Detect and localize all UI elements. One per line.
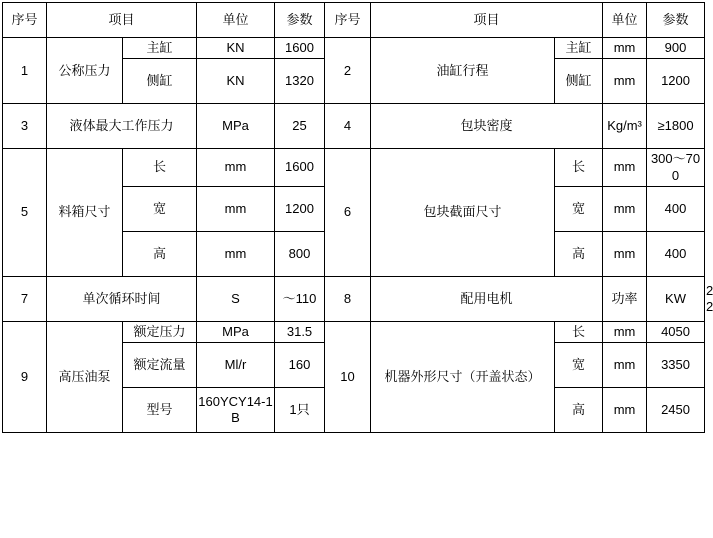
spec-sheet: [0, 2, 713, 538]
row1-no: 1: [3, 38, 47, 104]
row1-sub2-label: 侧缸: [123, 59, 197, 104]
header-cell-unit-left: 单位: [197, 3, 275, 38]
row7-unit: S: [197, 276, 275, 321]
header-cell-item-right: 项目: [371, 3, 603, 38]
row10-sub3-value: 2450: [647, 388, 705, 433]
row6-sub3-value: 400: [647, 231, 705, 276]
row1-sub1-label: 主缸: [123, 38, 197, 59]
row10-sub1-value: 4050: [647, 321, 705, 342]
table-header-row: [3, 3, 705, 38]
row1-sub1-unit: KN: [197, 38, 275, 59]
row7-item: 单次循环时间: [47, 276, 197, 321]
row5-sub1-unit: mm: [197, 149, 275, 187]
row6-sub2-value: 400: [647, 186, 705, 231]
row9-sub2-value: 160: [275, 343, 325, 388]
row9-sub1-unit: MPa: [197, 321, 275, 342]
row4-unit: Kg/m³: [603, 104, 647, 149]
row1-sub2-value: 1320: [275, 59, 325, 104]
table-row: [3, 149, 705, 187]
row5-item: 料箱尺寸: [47, 149, 123, 277]
row8-unit-label: 功率: [603, 276, 647, 321]
row9-no: 9: [3, 321, 47, 432]
row6-sub2-unit: mm: [603, 186, 647, 231]
header-cell-item-left: 项目: [47, 3, 197, 38]
header-cell-param-left: 参数: [275, 3, 325, 38]
header-cell-param-right: 参数: [647, 3, 705, 38]
row9-sub1-value: 31.5: [275, 321, 325, 342]
row2-sub1-value: 900: [647, 38, 705, 59]
row10-sub3-unit: mm: [603, 388, 647, 433]
row3-no: 3: [3, 104, 47, 149]
row5-sub1-value: 1600: [275, 149, 325, 187]
row9-sub3-label: 型号: [123, 388, 197, 433]
row6-sub1-unit: mm: [603, 149, 647, 187]
row9-sub3-value: 1只: [275, 388, 325, 433]
row6-sub3-label: 高: [555, 231, 603, 276]
row2-sub1-label: 主缸: [555, 38, 603, 59]
row5-sub3-unit: mm: [197, 231, 275, 276]
table-row: 7 单次循环时间 S ～110 8 配用电机 功率 KW 22: [3, 276, 705, 321]
row7-value: ～110: [275, 276, 325, 321]
row10-item: 机器外形尺寸（开盖状态）: [371, 321, 555, 432]
row1-item: 公称压力: [47, 38, 123, 104]
row1-sub2-unit: KN: [197, 59, 275, 104]
row10-sub2-unit: mm: [603, 343, 647, 388]
header-cell-no-right: 序号: [325, 3, 371, 38]
row10-no: 10: [325, 321, 371, 432]
row8-item: 配用电机: [371, 276, 603, 321]
row3-unit: MPa: [197, 104, 275, 149]
row9-item: 高压油泵: [47, 321, 123, 432]
row6-sub2-label: 宽: [555, 186, 603, 231]
row3-value: 25: [275, 104, 325, 149]
specification-table: [2, 2, 713, 433]
row9-sub2-unit: Ml/r: [197, 343, 275, 388]
row8-no: 8: [325, 276, 371, 321]
row6-no: 6: [325, 149, 371, 277]
row5-sub2-label: 宽: [123, 186, 197, 231]
row9-sub2-label: 额定流量: [123, 343, 197, 388]
row10-sub1-label: 长: [555, 321, 603, 342]
row2-sub1-unit: mm: [603, 38, 647, 59]
row2-sub2-unit: mm: [603, 59, 647, 104]
row7-no: 7: [3, 276, 47, 321]
table-row: [3, 104, 705, 149]
row8-unit: KW: [647, 276, 705, 321]
table-row: [3, 321, 705, 342]
row10-sub2-value: 3350: [647, 343, 705, 388]
row2-sub2-value: 1200: [647, 59, 705, 104]
row9-sub1-label: 额定压力: [123, 321, 197, 342]
row5-sub1-label: 长: [123, 149, 197, 187]
row4-no: 4: [325, 104, 371, 149]
row5-sub2-unit: mm: [197, 186, 275, 231]
table-row: [3, 38, 705, 59]
row6-sub1-value: 300～700: [647, 149, 705, 187]
header-cell-no-left: 序号: [3, 3, 47, 38]
header-cell-unit-right: 单位: [603, 3, 647, 38]
row1-sub1-value: 1600: [275, 38, 325, 59]
row6-item: 包块截面尺寸: [371, 149, 555, 277]
row3-item: 液体最大工作压力: [47, 104, 197, 149]
row9-sub3-unit: 160YCY14-1B: [197, 388, 275, 433]
row2-no: 2: [325, 38, 371, 104]
row5-no: 5: [3, 149, 47, 277]
row4-value: ≥1800: [647, 104, 705, 149]
row5-sub3-value: 800: [275, 231, 325, 276]
row10-sub3-label: 高: [555, 388, 603, 433]
row5-sub3-label: 高: [123, 231, 197, 276]
row2-sub2-label: 侧缸: [555, 59, 603, 104]
row4-item: 包块密度: [371, 104, 603, 149]
row5-sub2-value: 1200: [275, 186, 325, 231]
row10-sub2-label: 宽: [555, 343, 603, 388]
row6-sub1-label: 长: [555, 149, 603, 187]
row6-sub3-unit: mm: [603, 231, 647, 276]
row2-item: 油缸行程: [371, 38, 555, 104]
row10-sub1-unit: mm: [603, 321, 647, 342]
